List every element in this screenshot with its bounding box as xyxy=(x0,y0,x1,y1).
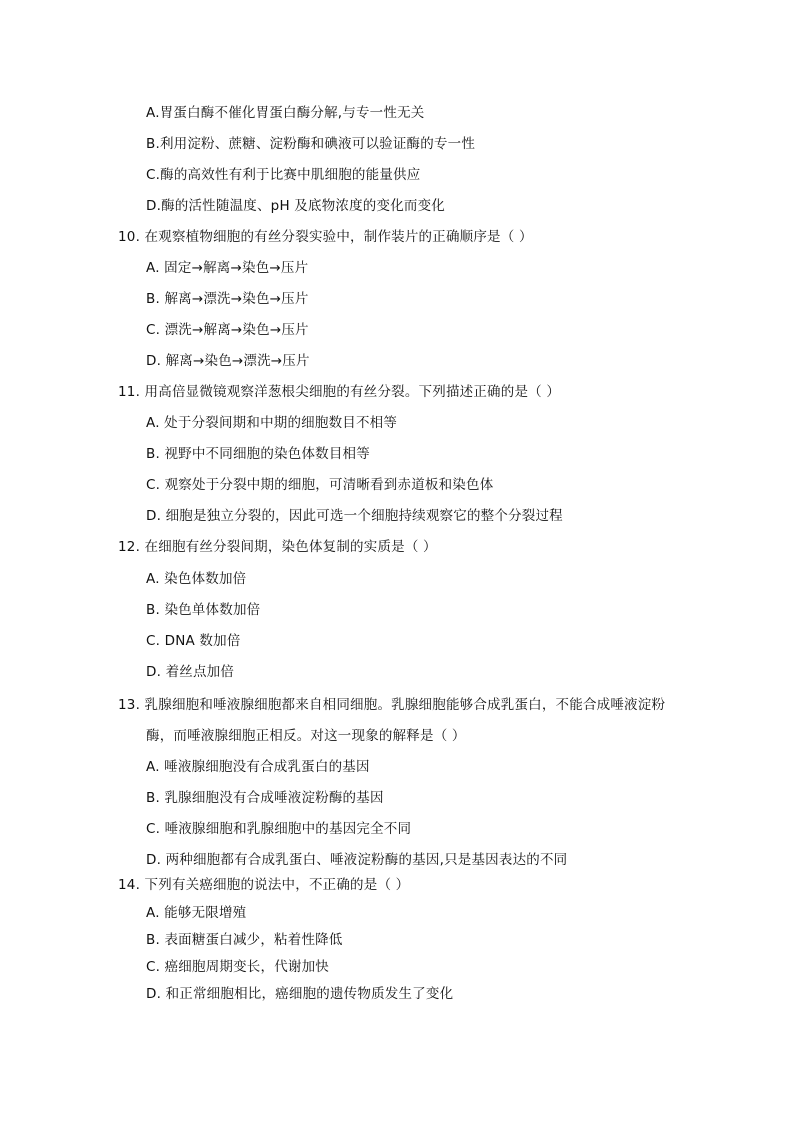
question-14-option-b: B. 表面糖蛋白减少，粘着性降低 xyxy=(146,932,343,948)
question-13-option-a: A. 唾液腺细胞没有合成乳蛋白的基因 xyxy=(146,759,370,775)
question-13-stem-continued: 酶，而唾液腺细胞正相反。对这一现象的解释是（ ） xyxy=(146,728,466,744)
prev-option-d: D.酶的活性随温度、pH 及底物浓度的变化而变化 xyxy=(146,198,445,214)
question-13-option-b: B. 乳腺细胞没有合成唾液淀粉酶的基因 xyxy=(146,790,384,806)
question-12-option-a: A. 染色体数加倍 xyxy=(146,571,247,587)
question-13-option-c: C. 唾液腺细胞和乳腺细胞中的基因完全不同 xyxy=(146,821,412,837)
question-11-option-b: B. 视野中不同细胞的染色体数目相等 xyxy=(146,446,370,462)
question-12-stem: 12. 在细胞有丝分裂间期，染色体复制的实质是（ ） xyxy=(118,539,437,555)
question-10-stem: 10. 在观察植物细胞的有丝分裂实验中，制作装片的正确顺序是（ ） xyxy=(118,229,533,245)
question-10-option-b: B. 解离→漂洗→染色→压片 xyxy=(146,291,309,307)
question-11-option-c: C. 观察处于分裂中期的细胞，可清晰看到赤道板和染色体 xyxy=(146,477,494,493)
question-10-option-c: C. 漂洗→解离→染色→压片 xyxy=(146,322,309,338)
prev-option-a: A.胃蛋白酶不催化胃蛋白酶分解,与专一性无关 xyxy=(146,105,425,121)
question-12-option-b: B. 染色单体数加倍 xyxy=(146,602,261,618)
question-14-option-c: C. 癌细胞周期变长，代谢加快 xyxy=(146,959,330,975)
question-13-option-d: D. 两种细胞都有合成乳蛋白、唾液淀粉酶的基因,只是基因表达的不同 xyxy=(146,852,568,868)
question-14-option-a: A. 能够无限增殖 xyxy=(146,905,247,921)
question-11-option-a: A. 处于分裂间期和中期的细胞数目不相等 xyxy=(146,415,398,431)
question-11-option-d: D. 细胞是独立分裂的，因此可选一个细胞持续观察它的整个分裂过程 xyxy=(146,508,563,524)
question-12-option-d: D. 着丝点加倍 xyxy=(146,664,235,680)
prev-option-c: C.酶的高效性有利于比赛中肌细胞的能量供应 xyxy=(146,167,421,183)
question-13-stem: 13. 乳腺细胞和唾液腺细胞都来自相同细胞。乳腺细胞能够合成乳蛋白，不能合成唾液淀粉 xyxy=(118,697,666,713)
question-14-option-d: D. 和正常细胞相比，癌细胞的遗传物质发生了变化 xyxy=(146,986,454,1002)
question-12-option-c: C. DNA 数加倍 xyxy=(146,633,241,649)
question-14-stem: 14. 下列有关癌细胞的说法中，不正确的是（ ） xyxy=(118,877,410,893)
question-11-stem: 11. 用高倍显微镜观察洋葱根尖细胞的有丝分裂。下列描述正确的是（ ） xyxy=(118,384,561,400)
question-10-option-a: A. 固定→解离→染色→压片 xyxy=(146,260,309,276)
question-10-option-d: D. 解离→染色→漂洗→压片 xyxy=(146,353,310,369)
prev-option-b: B.利用淀粉、蔗糖、淀粉酶和碘液可以验证酶的专一性 xyxy=(146,136,476,152)
